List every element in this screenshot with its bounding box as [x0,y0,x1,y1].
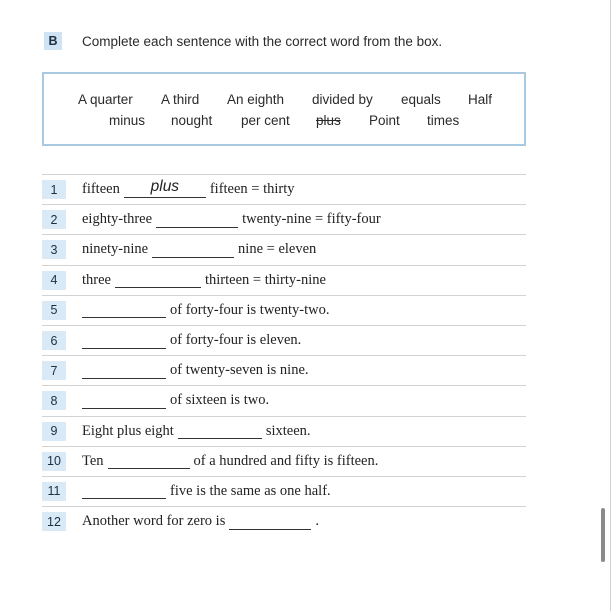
item-number: 3 [42,240,66,259]
exercise-item-6 [42,325,526,355]
item-number: 12 [42,512,66,531]
answer-blank[interactable] [124,177,206,198]
item-number: 2 [42,210,66,229]
word-point: Point [369,113,400,128]
instruction-text: Complete each sentence with the correct word from the box. [82,33,443,49]
exercise-item-11 [42,476,526,506]
item-text-after: nine = eleven [238,241,317,258]
item-number: 1 [42,180,66,199]
word-nought: nought [171,113,213,128]
item-text-after: five is the same as one half. [170,482,331,499]
handwritten-answer: plus [150,177,180,195]
word-a-third: A third [161,92,200,107]
section-header [44,30,442,52]
item-number: 5 [42,301,66,320]
word-an-eighth: An eighth [227,92,285,107]
word-per-cent: per cent [241,113,290,128]
item-text-before: Eight plus eight [82,422,174,439]
scrollbar-thumb[interactable] [601,508,605,562]
exercise-item-7 [42,355,526,385]
exercise-item-12 [42,506,526,536]
exercise-item-3 [42,234,526,264]
item-text-after: sixteen. [265,422,311,439]
word-equals: equals [401,92,441,107]
item-text-after: fifteen = thirty [209,181,295,198]
item-text-before: ninety-nine [82,241,149,258]
item-text-after: . [315,513,319,530]
item-text-before: fifteen [82,181,120,198]
answer-blank[interactable] [82,393,166,409]
item-number: 9 [42,422,66,441]
answer-blank[interactable] [82,333,166,349]
item-text-before: eighty-three [82,211,153,228]
item-text-before: Ten [82,452,104,469]
item-number: 4 [42,271,66,290]
answer-blank[interactable] [82,483,166,499]
item-text-after: thirteen = thirty-nine [204,271,326,288]
word-divided-by: divided by [312,92,373,107]
exercise-item-8 [42,385,526,415]
exercise-item-5 [42,295,526,325]
word-half: Half [468,92,493,107]
item-number: 6 [42,331,66,350]
exercise-item-2 [42,204,526,234]
item-number: 11 [42,482,66,501]
item-text-after: of forty-four is twenty-two. [170,301,330,318]
exercise-list [42,174,526,536]
word-a-quarter: A quarter [78,92,133,107]
answer-blank[interactable] [82,302,166,318]
section-letter-badge: B [44,32,62,50]
item-text-after: of twenty-seven is nine. [170,362,309,379]
answer-blank[interactable] [152,242,234,258]
item-number: 10 [42,452,66,471]
item-text-after: of sixteen is two. [170,392,270,409]
item-number: 7 [42,361,66,380]
answer-blank[interactable] [229,514,311,530]
word-times: times [427,113,460,128]
item-text-after: of a hundred and fifty is fifteen. [193,452,379,469]
exercise-item-10 [42,446,526,476]
answer-blank[interactable] [108,453,190,469]
word-box [42,72,526,146]
answer-blank[interactable] [156,212,238,228]
word-plus-crossed-out: plus [316,113,341,128]
item-text-before: three [82,271,111,288]
answer-blank[interactable] [115,272,201,288]
item-number: 8 [42,391,66,410]
exercise-item-9 [42,416,526,446]
item-text-after: of forty-four is eleven. [170,332,302,349]
item-text-before: Another word for zero is [82,513,226,530]
item-text-after: twenty-nine = fifty-four [242,211,381,228]
exercise-item-1 [42,174,526,204]
exercise-item-4 [42,265,526,295]
answer-blank[interactable] [82,363,166,379]
answer-blank[interactable] [178,423,262,439]
word-minus: minus [109,113,146,128]
